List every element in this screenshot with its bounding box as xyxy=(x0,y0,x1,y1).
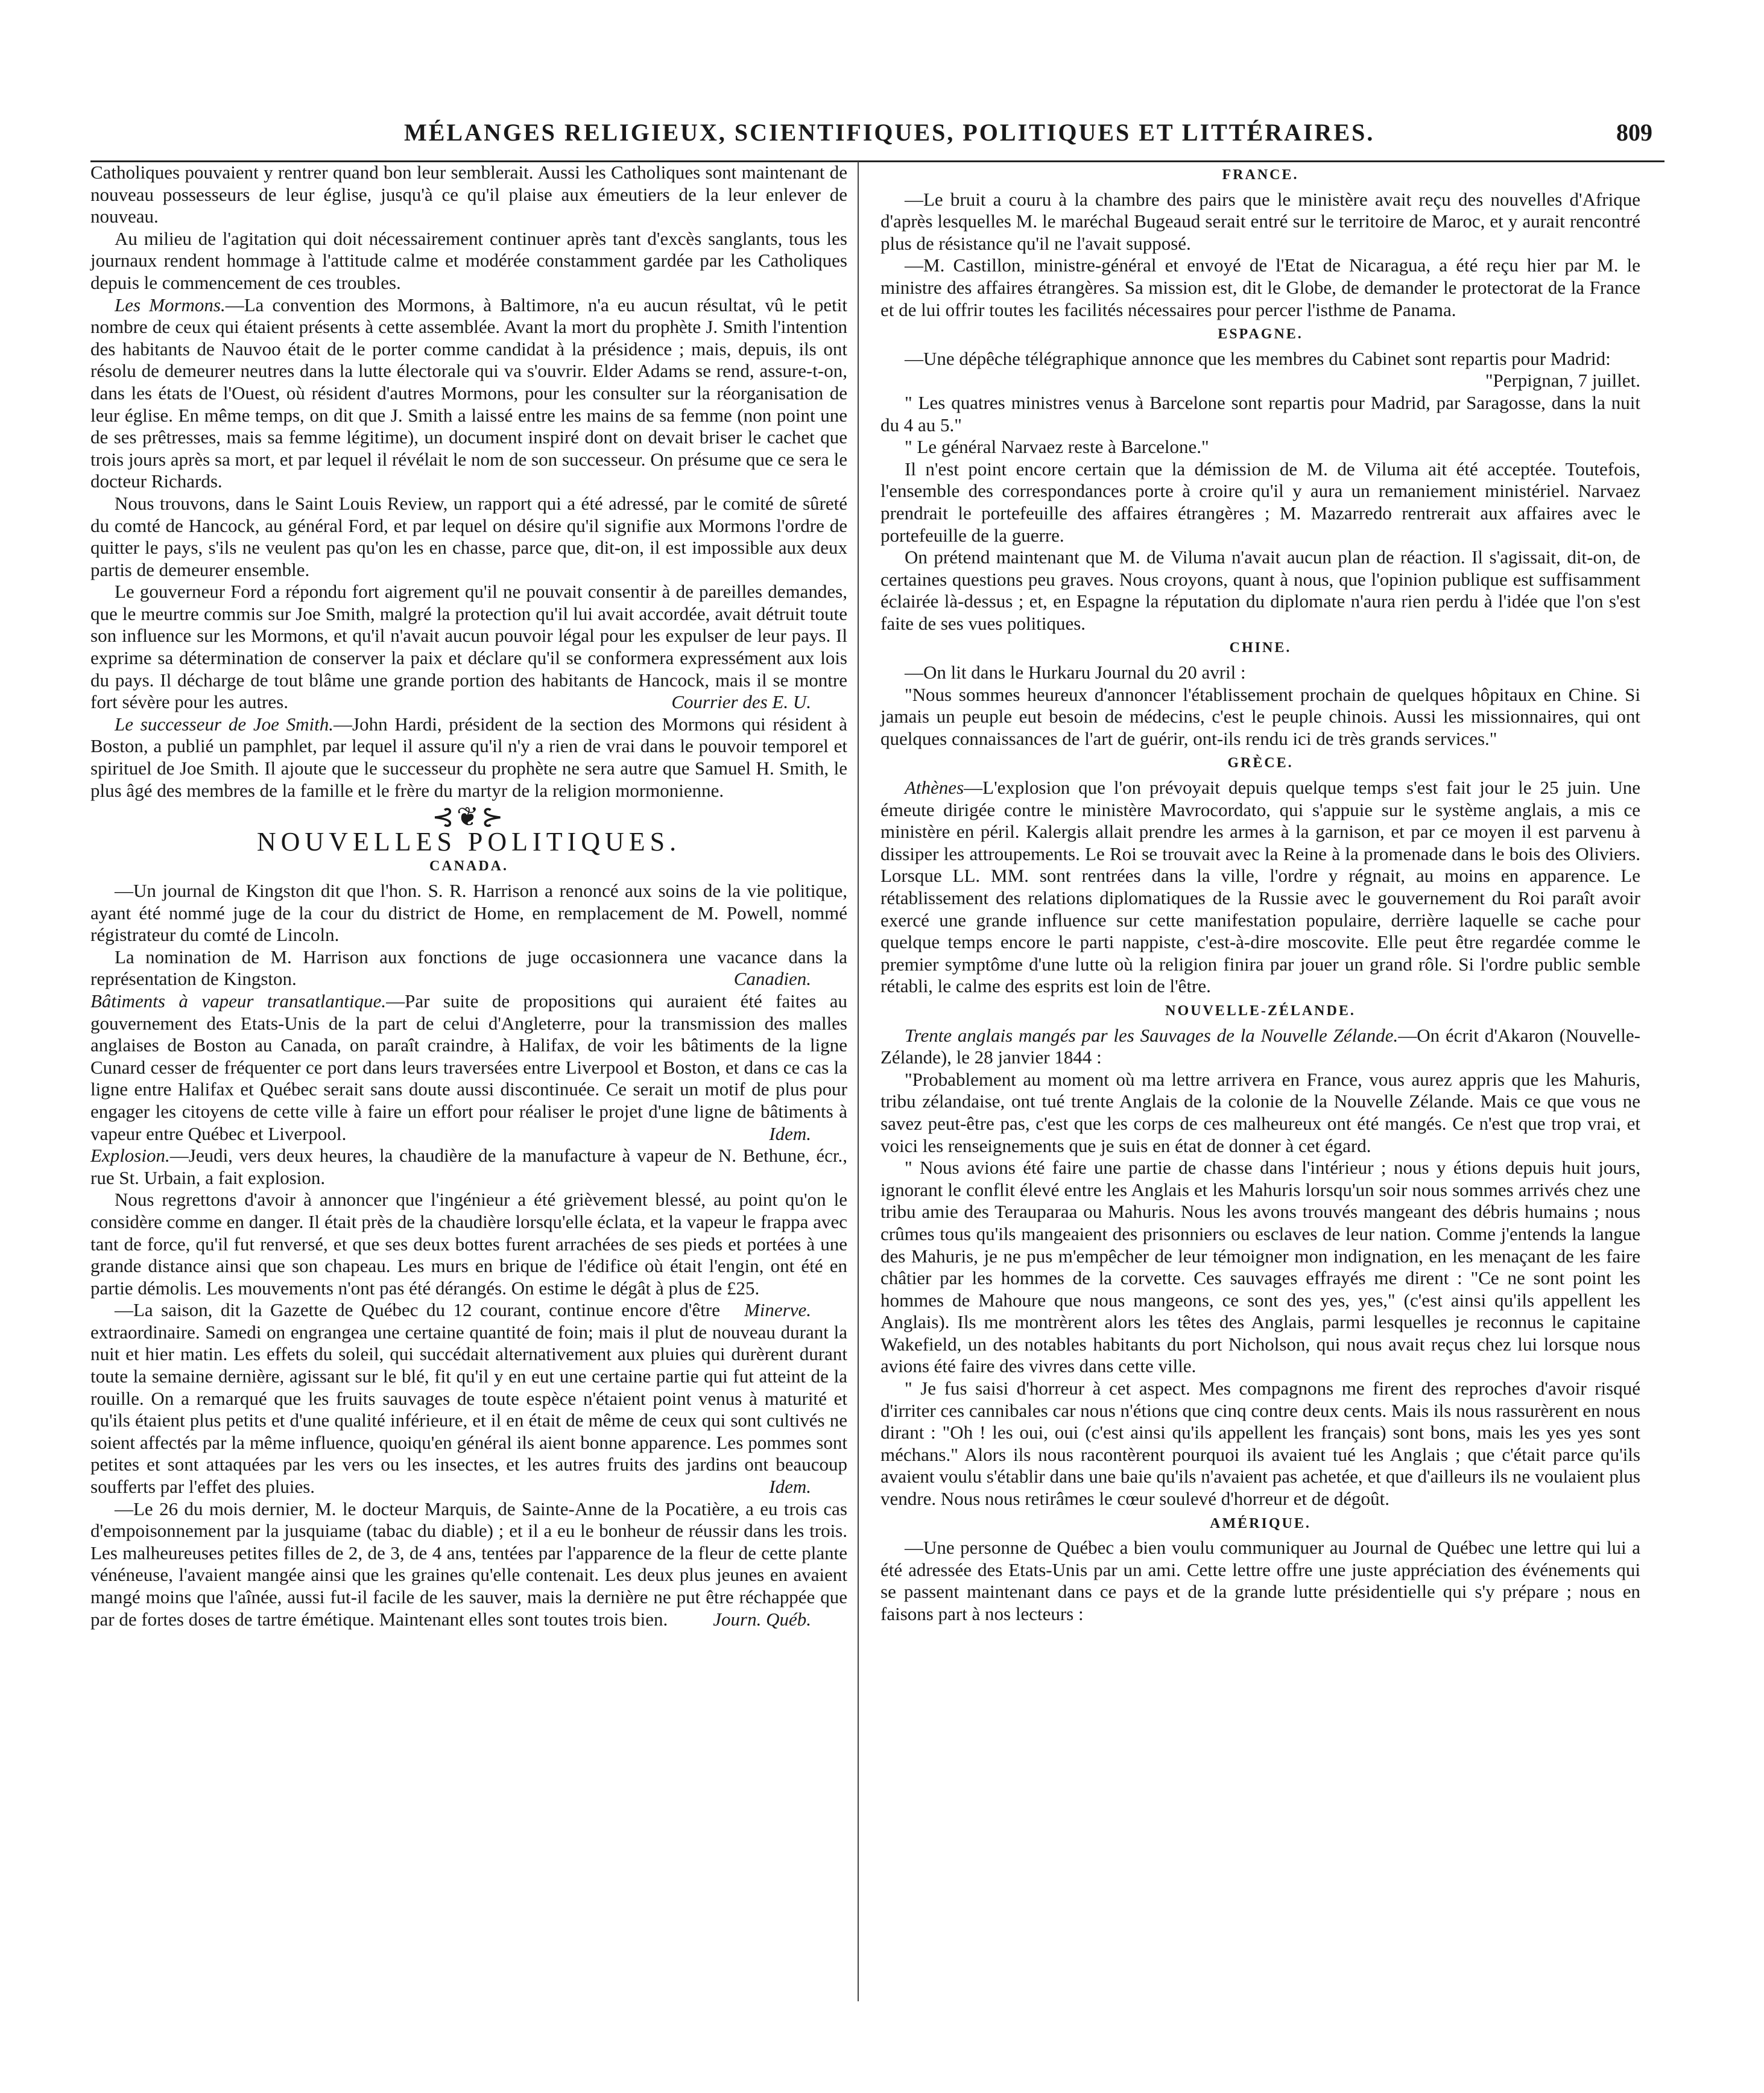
article-body: —John Hardi, président de la section des Mormons qui résident à Boston, a publié un pamphlet, par lequel il assure qu'il n'y a rien de vrai dans le pouvoir temporel et spirituel de Joe Smith. Il ajoute que le successeur du prophète ne sera autre que Samuel H. Smith, le plus âgé des membres de la famille et le frère du martyr de la religion mormonienne. xyxy=(90,713,848,801)
article-body: Nous regrettons d'avoir à annoncer que l'ingénieur a été grièvement blessé, au point qu'on le considère comme en danger. Il était près de la chaudière lorsqu'elle éclata, et la vapeur le frappa avec tant de force, qu'il fut renversé, et que ses deux bottes furent arrachées de ses pieds et portées à une grande distance ainsi que son chapeau. Les murs en brique de l'édifice où était l'engin, ont été en partie démolis. Les mouvements n'ont pas été dérangés. On estime le dégât à plus de £25. xyxy=(90,1189,847,1299)
article-body: Le gouverneur Ford a répondu fort aigrement qu'il ne pouvait consentir à de pareilles demandes, que le meurtre commis sur Joe Smith, malgré la protection qu'il lui avait accordée, avait détruit toute son influence sur les Mormons, et qu'il n'avait aucun pouvoir légal pour les expulser de leur pays. Il exprime sa détermination de conserver la paix et déclare qu'il se conformera expressément aux lois du pays. Il décharge de tout blâme une grande portion des habitants de Hancock, mais il se montre fort sévère pour les autres. xyxy=(90,581,847,713)
article-paragraph: —M. Castillon, ministre-général et envoyé de l'Etat de Nicaragua, a été reçu hier par M. le ministre des affaires étrangères. Sa mission est, dit le Globe, de demander le protectorat de la France et de lui offrir toutes les facilités nécessaires pour percer l'isthme de Panama. xyxy=(880,255,1640,320)
article-body: —Jeudi, vers deux heures, la chaudière de la manufacture à vapeur de N. Bethune, écr., rue St. Urbain, a fait explosion. xyxy=(90,1145,847,1188)
dateline: "Perpignan, 7 juillet. xyxy=(1485,370,1640,391)
article-paragraph: —Le bruit a couru à la chambre des pairs que le ministère avait reçu des nouvelles d'Afrique d'après lesquelles M. le maréchal Bugeaud serait entré sur le territoire de Maroc, et y aurait rencontré plus de résistance qu'il ne l'avait supposé. xyxy=(880,188,1640,254)
article-body: —Le 26 du mois dernier, M. le docteur Marquis, de Sainte-Anne de la Pocatière, a eu trois cas d'empoisonnement par la jusquiame (tabac du diable) ; et il a eu le bonheur de réussir dans les trois. Les malheureuses petites filles de 2, de 3, de 4 ans, tentées par l'apparence de la fleur de cette plante vénéneuse, l'avaient mangée ainsi que les graines qu'elle contenait. Les deux plus jeunes en avaient mangé moins que l'aînée, aussi fut-il facile de les sauver, mais la dernière ne put être réchappée que par de fortes doses de tartre émétique. Maintenant elles sont toutes trois bien. xyxy=(90,1498,847,1630)
article-paragraph: " Les quatres ministres venus à Barcelone sont repartis pour Madrid, par Saragosse, dans la nuit du 4 au 5." xyxy=(880,391,1640,435)
article-paragraph xyxy=(90,1189,847,1321)
section-heading: NOUVELLES POLITIQUES. xyxy=(256,826,681,857)
article-paragraph: —Une personne de Québec a bien voulu communiquer au Journal de Québec une lettre qui lui a été adressée des Etats-Unis par un ami. Cette lettre offre une juste appréciation des événements qui se passent maintenant dans ce pays et de la grande lutte présidentielle qui s'y prépare ; nous en faisons part à nos lecteurs : xyxy=(880,1537,1640,1624)
right-column xyxy=(880,162,1640,1626)
article-body: —La convention des Mormons, à Baltimore, n'a eu aucun résultat, vû le petit nombre de ceux qui étaient présents à cette assemblée. Avant la mort du prophète J. Smith l'intention des habitants de Nauvoo était de le porter comme candidat à la présidence ; mais, depuis, ils ont résolu de demeurer neutres dans la lutte électorale qui va s'ouvrir. Elder Adams se rend, assure-t-on, dans les états de l'Ouest, où résident d'autres Mormons, pour les consulter sur la réorganisation de leur église. En même temps, on dit que J. Smith a laissé entre les mains de sa femme (non point une de ses prêtresses, mais sa femme légitime), un document inspiré dont on devait briser le cachet que trois jours après sa mort, et par lequel il révélait le nom de son successeur. On présume que ce sera le docteur Richards. xyxy=(90,294,847,492)
article-body: La nomination de M. Harrison aux fonctions de juge occasionnera une vacance dans la représentation de Kingston. xyxy=(90,946,847,990)
article-lead: Les Mormons. xyxy=(115,294,226,315)
article-paragraph xyxy=(90,946,847,990)
source-credit: Journ. Québ. xyxy=(713,1608,811,1630)
article-paragraph: —Un journal de Kingston dit que l'hon. S. R. Harrison a renoncé aux soins de la vie politique, ayant été nommé juge de la cour du district de Home, en remplacement de M. Powell, nommé régistrateur du comté de Lincoln. xyxy=(90,880,847,946)
article-paragraph xyxy=(90,1498,847,1631)
article-paragraph: —Une dépêche télégraphique annonce que les membres du Cabinet sont repartis pour Madrid: xyxy=(905,347,1611,369)
article-paragraph xyxy=(880,1025,1640,1069)
article-lead: Le successeur de Joe Smith. xyxy=(115,713,334,735)
article-lead: Explosion. xyxy=(90,1145,170,1167)
article-body: —On écrit d'Akaron (Nouvelle-Zélande), le 28 janvier 1844 : xyxy=(880,1024,1640,1068)
article-paragraph: Catholiques pouvaient y rentrer quand bon leur semblerait. Aussi les Catholiques sont maintenant de nouveau possesseurs de leur église, jusqu'à ce qu'il plaise aux émeutiers de la leur enlever de nouveau. xyxy=(90,162,847,227)
article-paragraph xyxy=(90,294,847,493)
article-paragraph xyxy=(90,714,847,802)
article-paragraph: "Probablement au moment où ma lettre arrivera en France, vous aurez appris que les Mahuris, tribu zélandaise, ont tué trente Anglais de la colonie de la Nouvelle Zélande. Mais ce que vous ne savez peut-être pas, c'est que les corps de ces malheureux ont été mangés. Ce n'est que trop vrai, et voici les renseignements que je suis en état de donner à cet égard. xyxy=(880,1068,1640,1156)
article-paragraph: Il n'est point encore certain que la démission de M. de Viluma ait été acceptée. Toutefois, l'ensemble des correspondances porte à croire qu'il y aura un remaniement ministériel. Narvaez prendrait le portefeuille des affaires étrangères ; M. Mazarredo rentrerait aux affaires avec le portefeuille de la guerre. xyxy=(880,458,1640,546)
article-body: —La saison, dit la Gazette de Québec du 12 courant, continue encore d'être extraordinaire. Samedi on engrangea une certaine quantité de foin; mais il plut de nouveau durant la nuit et hier matin. Les effets du soleil, qui succédait alternativement aux pluies qui durèrent durant toute la semaine dernière, agissant sur le blé, fit qu'il y en eut une certaine partie qui fut atteint de la rouille. On a remarqué que les fruits sauvages de toute espèce n'étaient point venus à maturité et qu'ils étaient plus petits et d'une qualité inférieure, et il en était de même de ceux qui sont cultivés ne soient affectés par la même influence, quoiqu'en général ils aient bonne apparence. Les pommes sont petites et sont attaquées par les vers ou les insectes, et les autres fruits des jardins ont beaucoup soufferts par l'effet des pluies. xyxy=(90,1299,847,1498)
article-paragraph: —On lit dans le Hurkaru Journal du 20 avril : xyxy=(905,662,1246,683)
article-paragraph xyxy=(90,1145,847,1189)
article-paragraph: " Je fus saisi d'horreur à cet aspect. Mes compagnons me firent des reproches d'avoir risqué d'irriter ces cannibales car nous n'étions que cinq contre deux cents. Mais ils nous rassurèrent en nous dirant : "Oh ! les oui, oui (c'est ainsi qu'ils appellent les français) sont bons, mais les yes yes sont méchans." Alors ils nous racontèrent pourquoi ils avaient tué les Anglais ; que c'était parce qu'ils avaient voulu s'établir dans une baie qu'ils n'avaient pas achetée, et que d'ailleurs ils ne voulaient plus vendre. Nous nous retirâmes le cœur soulevé d'horreur et de dégoût. xyxy=(880,1378,1640,1510)
left-column xyxy=(90,162,847,1630)
page-number: 809 xyxy=(1616,119,1652,146)
article-paragraph xyxy=(90,1299,847,1498)
article-body: —Par suite de propositions qui auraient été faites au gouvernement des Etats-Unis de la part de celui d'Angleterre, pour la transmission des malles anglaises de Boston au Canada, on paraît craindre, à Halifax, de voir les bâtiments de la ligne Cunard cesser de fréquenter ce port dans leurs traversées entre Liverpool et Boston, et dans ce cas la ligne entre Halifax et Québec serait sans doute aussi discontinuée. Ce serait un motif de plus pour engager les citoyens de cette ville à faire un effort pour réaliser le projet d'une ligne de bâtiments à vapeur entre Québec et Liverpool. xyxy=(90,990,847,1144)
subsection-heading: AMÉRIQUE. xyxy=(1210,1515,1311,1531)
article-lead: Athènes xyxy=(905,777,964,799)
article-paragraph: Au milieu de l'agitation qui doit nécessairement continuer après tant d'excès sanglants, tous les journaux rendent hommage à l'attitude calme et modérée constamment gardée par les Catholiques depuis le commencement de ces troubles. xyxy=(90,227,847,293)
subsection-heading: FRANCE. xyxy=(1222,167,1299,183)
page-header xyxy=(90,118,1664,162)
subsection-heading: CHINE. xyxy=(1229,640,1292,656)
running-title: MÉLANGES RELIGIEUX, SCIENTIFIQUES, POLITIQUES ET LITTÉRAIRES. xyxy=(404,119,1375,146)
article-paragraph xyxy=(880,777,1640,998)
column-rule xyxy=(858,162,859,2001)
subsection-heading: GRÈCE. xyxy=(1227,755,1294,771)
source-credit: Minerve. xyxy=(744,1299,811,1321)
source-credit: Idem. xyxy=(769,1476,811,1498)
article-paragraph xyxy=(90,581,847,714)
source-credit: Idem. xyxy=(769,1122,811,1144)
article-lead: Trente anglais mangés par les Sauvages de la Nouvelle Zélande. xyxy=(905,1024,1399,1046)
article-paragraph: On prétend maintenant que M. de Viluma n'avait aucun plan de réaction. Il s'agissait, dit-on, de certaines questions peu graves. Nous croyons, quant à nous, que l'opinion publique est suffisamment éclairée là-dessus ; et, en Espagne la réputation du diplomate n'aura rien perdu à l'idée que l'on s'est faite de ses vues politiques. xyxy=(880,546,1640,634)
article-paragraph: " Le général Narvaez reste à Barcelone." xyxy=(905,436,1209,458)
subsection-heading: NOUVELLE-ZÉLANDE. xyxy=(1165,1002,1356,1019)
source-credit: Courrier des E. U. xyxy=(671,691,811,713)
article-paragraph xyxy=(90,990,847,1145)
article-body: —L'explosion que l'on prévoyait depuis quelque temps s'est fait jour le 25 juin. Une émeute dirigée contre le ministère Mavrocordato, qui s'appuie sur le système anglais, a mis ce ministère en péril. Kalergis allait prendre les armes à la garnison, et par ce moyen il est parvenu à dissiper les attroupements. Le Roi se trouvait avec la Reine à la promenade dans le bois des Oliviers. Lorsque LL. MM. sont rentrées dans la ville, l'ordre y régnait, au moins en apparence. Le rétablissement des relations diplomatiques de la Russie avec le gouvernement du Roi paraît avoir exercé une grande influence sur cette manifestation populaire, derrière laquelle se cache pour quelque temps encore le parti nappiste, c'est-à-dire moscovite. Elle peut être regardée comme le premier symptôme d'une lutte où la religion finira par jouer un grand rôle. Si l'ordre public semble rétabli, le calme des esprits est loin de l'être. xyxy=(880,777,1640,997)
article-paragraph: Nous trouvons, dans le Saint Louis Review, un rapport qui a été adressé, par le comité de sûreté du comté de Hancock, au général Ford, et par lequel on désire qu'il signifie aux Mormons l'ordre de quitter le pays, s'ils ne veulent pas qu'on les en chasse, parce que, dit-on, il est impossible aux deux partis de demeurer ensemble. xyxy=(90,492,847,580)
article-lead: Bâtiments à vapeur transatlantique. xyxy=(90,990,387,1012)
ornament-divider: ⊰❦⊱ xyxy=(432,802,506,832)
article-paragraph: "Nous sommes heureux d'annoncer l'établissement prochain de quelques hôpitaux en Chine. Si jamais un peuple eut besoin de médecins, c'est le peuple chinois. Aussi les missionnaires, qui ont quelques connaissances de l'art de guérir, ont-ils rendu ici de très grands services." xyxy=(880,683,1640,749)
article-paragraph: " Nous avions été faire une partie de chasse dans l'intérieur ; nous y étions depuis huit jours, ignorant le conflit élevé entre les Anglais et les Mahuris lorsqu'un soir nous sommes arrivés chez une tribu amie des Terauparaa ou Mahuris. Nous les avons trouvés mangeant des débris humains ; nous crûmes tous qu'ils mangeaient des prisonniers ou esclaves de leur nation. Comme j'entends la langue des Mahuris, je ne pus m'empêcher de leur témoigner mon indignation, en les menaçant de les faire châtier par les hommes de la corvette. Ces sauvages effrayés me dirent : "Ce ne sont point les hommes de Mahoure que nous mangeons, ce sont des yes, yes," (c'est ainsi qu'ils appellent les Anglais). Ils me montrèrent alors les têtes des Anglais, parmi lesquelles je reconnus le capitaine Wakefield, un des notables habitants du port Nicholson, qui nous avait reçus chez lui lorsque nous avions été faire des vivres dans cette ville. xyxy=(880,1157,1640,1377)
subsection-heading: CANADA. xyxy=(429,858,508,875)
subsection-heading: ESPAGNE. xyxy=(1218,326,1303,343)
source-credit: Canadien. xyxy=(733,968,811,990)
